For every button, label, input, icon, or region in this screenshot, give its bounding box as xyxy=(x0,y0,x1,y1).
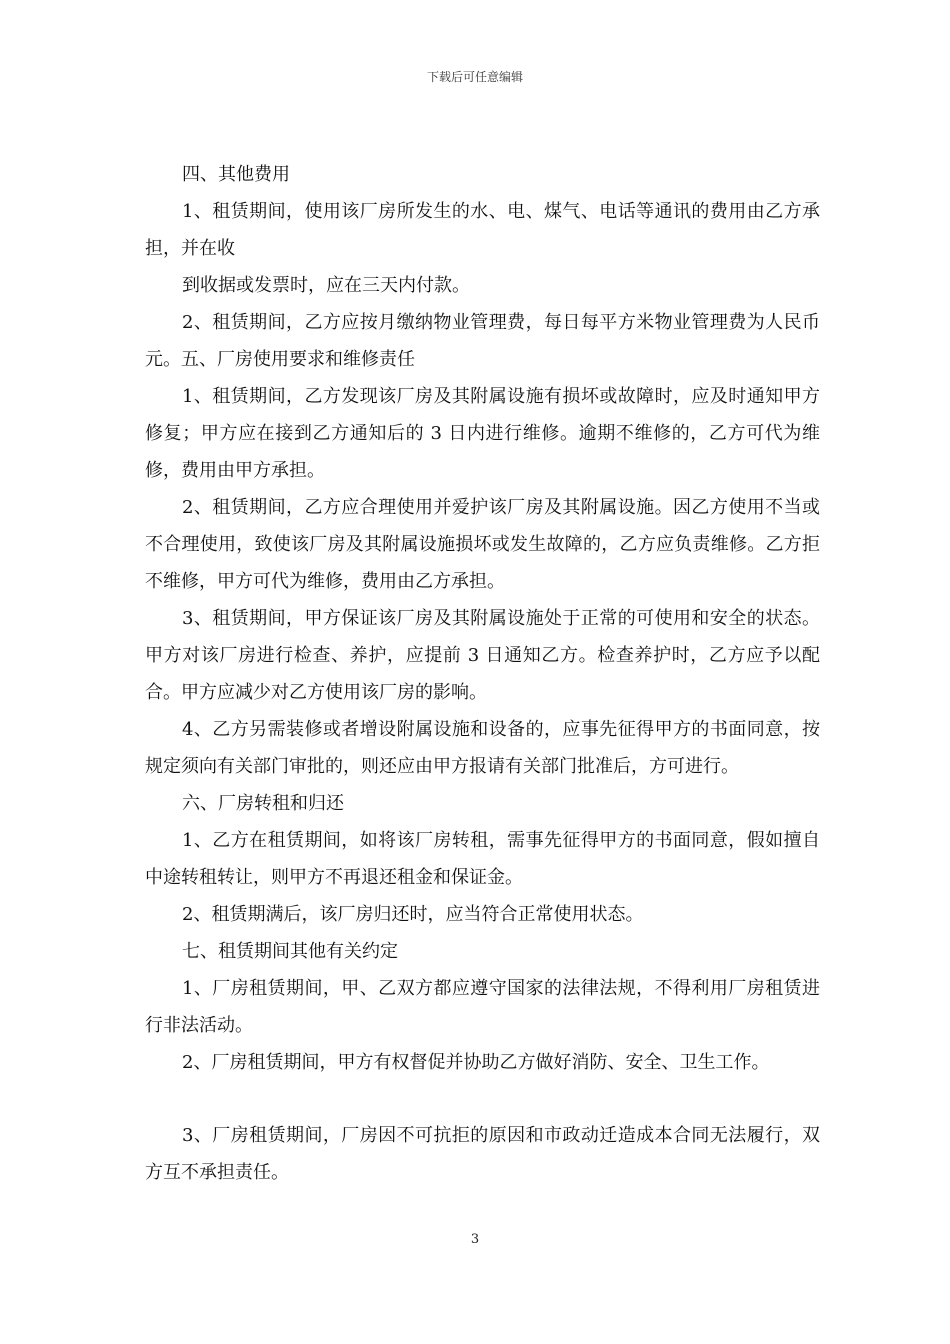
paragraph: 2、租赁期间，乙方应合理使用并爱护该厂房及其附属设施。因乙方使用不当或不合理使用，致使该厂房及其附属设施损坏或发生故障的，乙方应负责维修。乙方拒不维修，甲方可代为维修，费用由乙方承担。 xyxy=(145,497,820,592)
page-number: 3 xyxy=(470,1232,480,1247)
document-body xyxy=(145,156,820,1191)
paragraph: 3、厂房租赁期间，厂房因不可抗拒的原因和市政动迁造成本合同无法履行，双方互不承担责任。 xyxy=(145,1125,820,1183)
paragraph: 2、租赁期间，乙方应按月缴纳物业管理费，每日每平方米物业管理费为人民币元。五、厂房使用要求和维修责任 xyxy=(145,312,820,370)
paragraph: 1、厂房租赁期间，甲、乙双方都应遵守国家的法律法规，不得利用厂房租赁进行非法活动。 xyxy=(145,978,820,1036)
paragraph: 1、乙方在租赁期间，如将该厂房转租，需事先征得甲方的书面同意，假如擅自中途转租转让，则甲方不再退还租金和保证金。 xyxy=(145,830,820,888)
paragraph: 1、租赁期间，乙方发现该厂房及其附属设施有损坏或故障时，应及时通知甲方修复；甲方应在接到乙方通知后的 3 日内进行维修。逾期不维修的，乙方可代为维修，费用由甲方承担。 xyxy=(145,386,820,481)
paragraph: 2、租赁期满后，该厂房归还时，应当符合正常使用状态。 xyxy=(182,904,644,925)
section-heading-other-fees: 四、其他费用 xyxy=(182,164,290,185)
paragraph: 3、租赁期间，甲方保证该厂房及其附属设施处于正常的可使用和安全的状态。甲方对该厂房进行检查、养护，应提前 3 日通知乙方。检查养护时，乙方应予以配合。甲方应减少对乙方使用该厂房的影响。 xyxy=(145,608,820,703)
page-header-note: 下载后可任意编辑 xyxy=(426,70,523,84)
paragraph: 1、租赁期间，使用该厂房所发生的水、电、煤气、电话等通讯的费用由乙方承担，并在收 xyxy=(145,201,820,259)
section-heading-other-agreements: 七、租赁期间其他有关约定 xyxy=(182,941,398,962)
section-heading-sublease-return: 六、厂房转租和归还 xyxy=(182,793,344,814)
paragraph: 2、厂房租赁期间，甲方有权督促并协助乙方做好消防、安全、卫生工作。 xyxy=(182,1052,770,1073)
paragraph: 4、乙方另需装修或者增设附属设施和设备的，应事先征得甲方的书面同意，按规定须向有关部门审批的，则还应由甲方报请有关部门批准后，方可进行。 xyxy=(145,719,820,777)
paragraph: 到收据或发票时，应在三天内付款。 xyxy=(182,275,470,296)
